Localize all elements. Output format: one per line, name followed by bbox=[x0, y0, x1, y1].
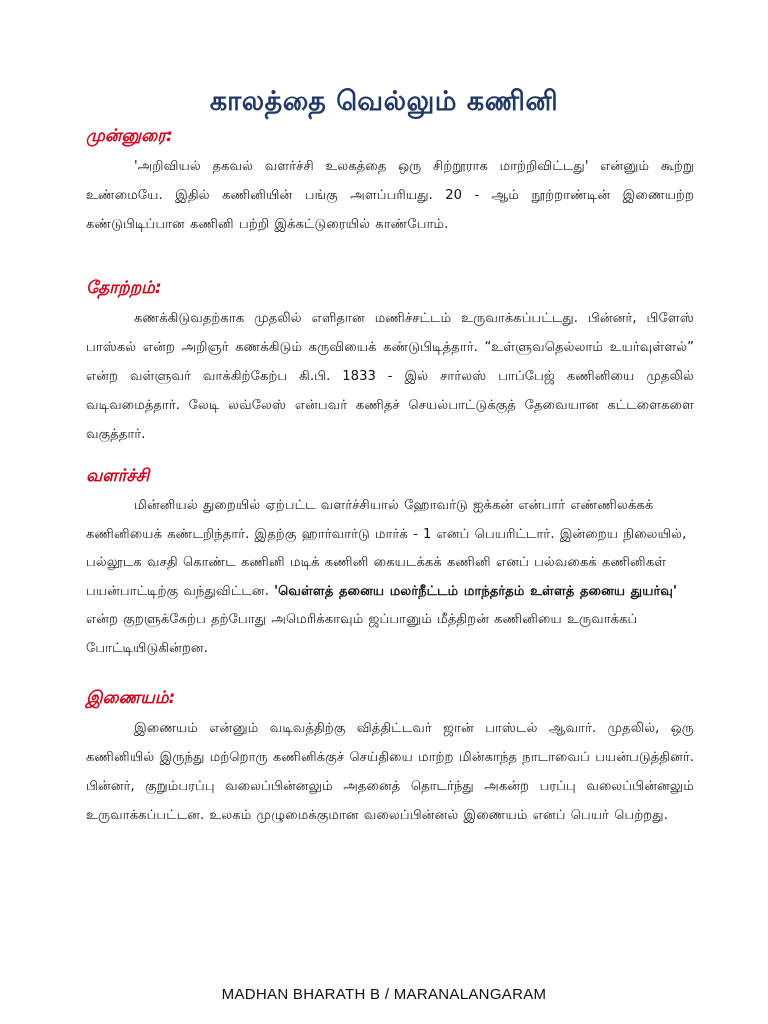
section-heading-introduction: முன்னுரை: bbox=[86, 126, 173, 146]
section-paragraph-introduction: 'அறிவியல் தகவல் வளர்ச்சி உலகத்தை ஒரு சிற்றூராக மாற்றிவிட்டது' என்னும் கூற்று உண்மையே. இதில் கணினியின் பங்கு அளப்பரியது. 20 - ஆம் நூற்றாண்டின் இணையற்ற கண்டுபிடிப்பான கணினி பற்றி இக்கட்டுரையில் காண்போம். bbox=[86, 159, 694, 232]
page-footer: MADHAN BHARATH B / MARANALANGARAM bbox=[221, 986, 547, 1003]
growth-text-after: என்ற குறளுக்கேற்ப தற்போது அமெரிக்காவும் ஜப்பானும் மீத்திறன் கணினியை உருவாக்கப் போட்டியிடுகின்றன. bbox=[86, 612, 638, 656]
section-paragraph-growth bbox=[86, 492, 694, 663]
section-internet bbox=[86, 686, 694, 830]
section-origin bbox=[86, 276, 694, 449]
document-title: காலத்தை வெல்லும் கணினி bbox=[209, 86, 559, 117]
section-growth bbox=[86, 464, 694, 663]
section-paragraph-internet: இணையம் என்னும் வடிவத்திற்கு வித்திட்டவர் ஜான் பாஸ்டல் ஆவார். முதலில், ஒரு கணினியில் இருந்து மற்றொரு கணினிக்குச் செய்தியை மாற்ற மின்காந்த நாடாவைப் பயன்படுத்தினர். பின்னர், குறும்பரப்பு வலைப்பின்னலும் அதனைத் தொடர்ந்து அகன்ற பரப்பு வலைப்பின்னலும் உருவாக்கப்பட்டன. உலகம் முழுமைக்குமான வலைப்பின்னல் இணையம் எனப் பெயர் பெற்றது. bbox=[86, 721, 694, 823]
section-heading-growth: வளர்ச்சி bbox=[86, 466, 150, 486]
growth-kural-quote: 'வெள்ளத் தனைய மலர்நீட்டம் மாந்தர்தம் உள்ளத் தனைய துயர்வு' bbox=[274, 583, 678, 599]
section-heading-origin: தோற்றம்: bbox=[86, 278, 162, 298]
section-heading-internet: இணையம்: bbox=[86, 688, 176, 708]
section-paragraph-origin: கணக்கிடுவதற்காக முதலில் எளிதான மணிச்சட்டம் உருவாக்கப்பட்டது. பின்னர், பிளேஸ் பாஸ்கல் என்ற அறிஞர் கணக்கிடும் கருவியைக் கண்டுபிடித்தார். “உள்ளுவதெல்லாம் உயர்வுள்ளல்” என்ற வள்ளுவர் வாக்கிற்கேற்ப கி.பி. 1833 - இல் சார்லஸ் பாப்பேஜ் கணினியை முதலில் வடிவமைத்தார். லேடி லவ்லேஸ் என்பவர் கணிதச் செயல்பாட்டுக்குத் தேவையான கட்டளைகளை வகுத்தார். bbox=[86, 311, 694, 442]
growth-text-before: மின்னியல் துறையில் ஏற்பட்ட வளர்ச்சியால் ஹோவர்டு ஐக்கன் என்பார் எண்ணிலக்கக் கணினியைக் கண்டறிந்தார். இதற்கு ஹார்வார்டு மார்க் - 1 எனப் பெயரிட்டார். இன்றைய நிலையில், பல்லூடக வசதி கொண்ட கணினி மடிக் கணினி கையடக்கக் கணினி எனப் பல்வகைக் கணினிகள் பயன்பாட்டிற்கு வந்துவிட்டன. bbox=[86, 498, 687, 599]
section-introduction bbox=[86, 124, 694, 239]
